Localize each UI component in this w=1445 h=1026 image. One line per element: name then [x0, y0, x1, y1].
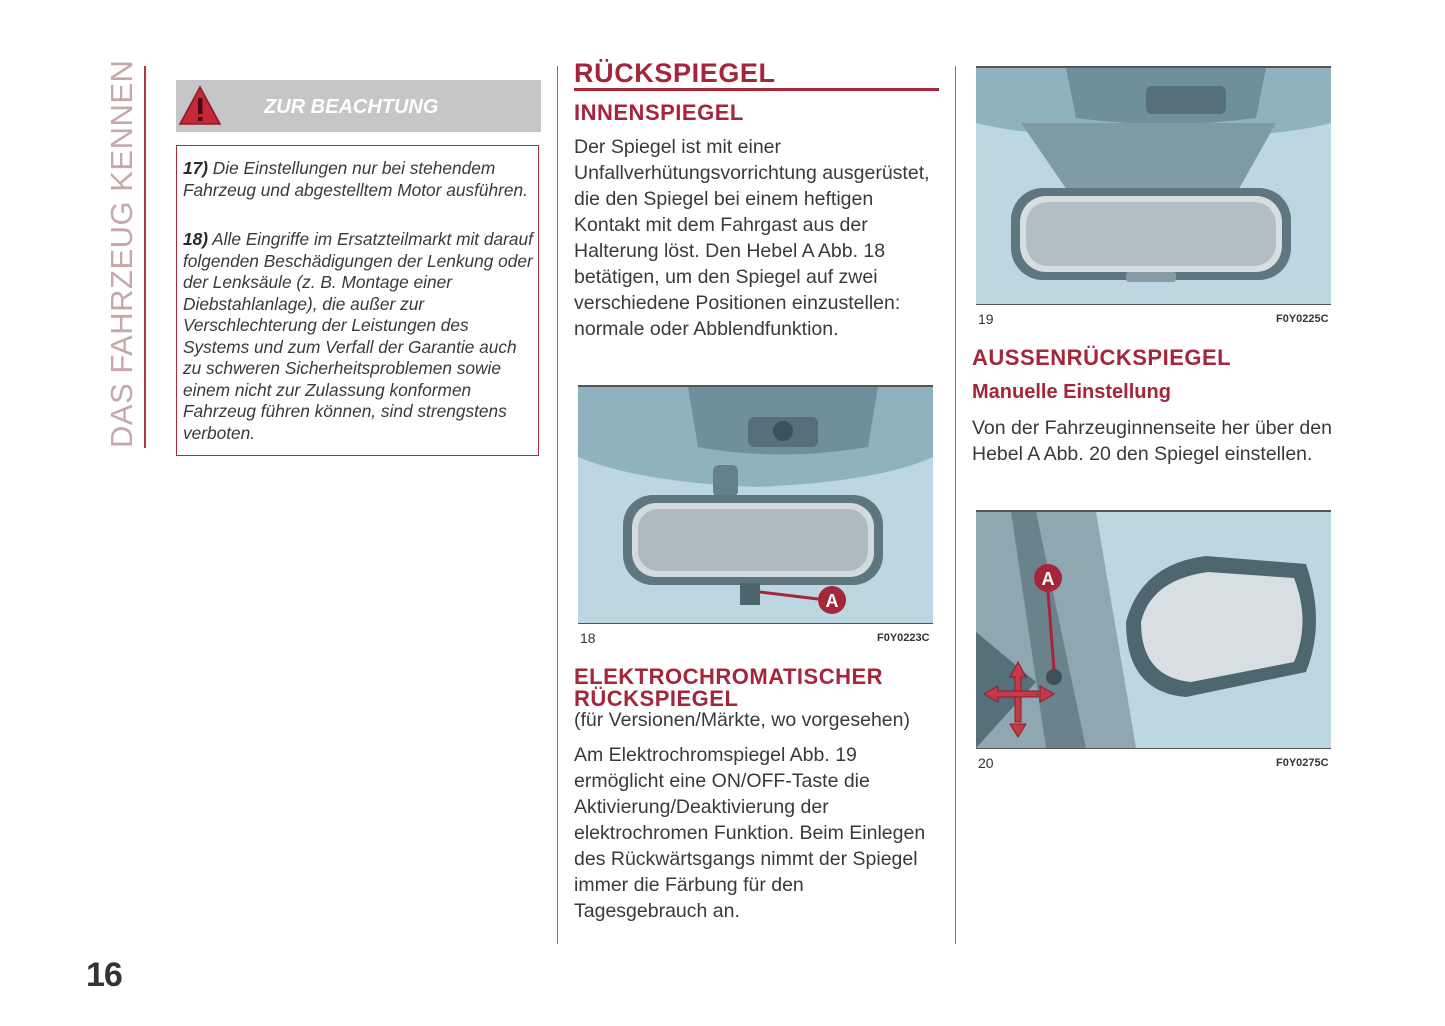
page-number: 16	[86, 956, 122, 994]
heading-manuelle-einstellung: Manuelle Einstellung	[972, 381, 1171, 403]
heading-aussenrueckspiegel: AUSSENRÜCKSPIEGEL	[972, 345, 1232, 370]
column-divider	[955, 66, 956, 944]
heading-elektrochromatischer: ELEKTROCHROMATISCHER	[574, 664, 884, 689]
figure-18-number: 18	[580, 630, 596, 646]
innenspiegel-text: Der Spiegel ist mit einer Unfallverhütungsvorrichtung ausgerüstet, die den Spiegel bei einem heftigen Kontakt mit dem Fahrgast aus der Halterung löst. Den Hebel A Abb. 18 betätigen, um den Spiegel auf zwei verschiedene Positionen einzustellen: normale oder Abblendfunktion.	[574, 136, 930, 340]
figure-20-image	[976, 510, 1331, 749]
warning-note-17: 17) Die Einstellungen nur bei stehendem Fahrzeug und abgestelltem Motor ausführen.	[183, 158, 528, 200]
heading-rule	[574, 88, 939, 91]
heading-rueckspiegel: RÜCKSPIEGEL	[574, 58, 776, 88]
heading-innenspiegel: INNENSPIEGEL	[574, 100, 744, 125]
heading-rueckspiegel-2: RÜCKSPIEGEL	[574, 686, 739, 711]
figure-18-image	[578, 385, 933, 624]
aussenspiegel-text: Von der Fahrzeuginnenseite her über den Hebel A Abb. 20 den Spiegel einstellen.	[972, 417, 1332, 465]
column-divider	[557, 66, 558, 944]
section-title: DAS FAHRZEUG KENNEN	[104, 59, 139, 448]
figure-19-code: F0Y0225C	[1276, 313, 1329, 325]
warning-triangle-icon	[178, 84, 222, 128]
figure-20-callout-a: A	[1041, 569, 1055, 589]
section-divider	[144, 66, 146, 448]
warning-title: ZUR BEACHTUNG	[264, 96, 439, 118]
availability-note: (für Versionen/Märkte, wo vorgesehen)	[574, 709, 910, 731]
elektrochrom-text: Am Elektrochromspiegel Abb. 19 ermöglicht eine ON/OFF-Taste die Aktivierung/Deaktivierung der elektrochromen Funktion. Beim Einlegen des Rückwärtsgangs nimmt der Spiegel immer die Färbung für den Tagesgebrauch an.	[574, 744, 926, 922]
warning-note-18: 18) Alle Eingriffe im Ersatzteilmarkt mit darauf folgenden Beschädigungen der Lenkung oder der Lenksäule (z. B. Montage einer Diebstahlanlage), die außer zur Verschlechterung der Leistungen des Systems und zum Verfall der Garantie auch zu schweren Sicherheitsproblemen sowie einem nicht zur Zulassung konformen Fahrzeug führen können, sind strengstens verboten.	[183, 229, 533, 443]
figure-18-code: F0Y0223C	[877, 632, 930, 644]
figure-19-image	[976, 66, 1331, 305]
figure-19-number: 19	[978, 311, 994, 327]
figure-20-number: 20	[978, 755, 994, 771]
figure-18-callout-a: A	[825, 591, 839, 611]
figure-20-code: F0Y0275C	[1276, 757, 1329, 769]
